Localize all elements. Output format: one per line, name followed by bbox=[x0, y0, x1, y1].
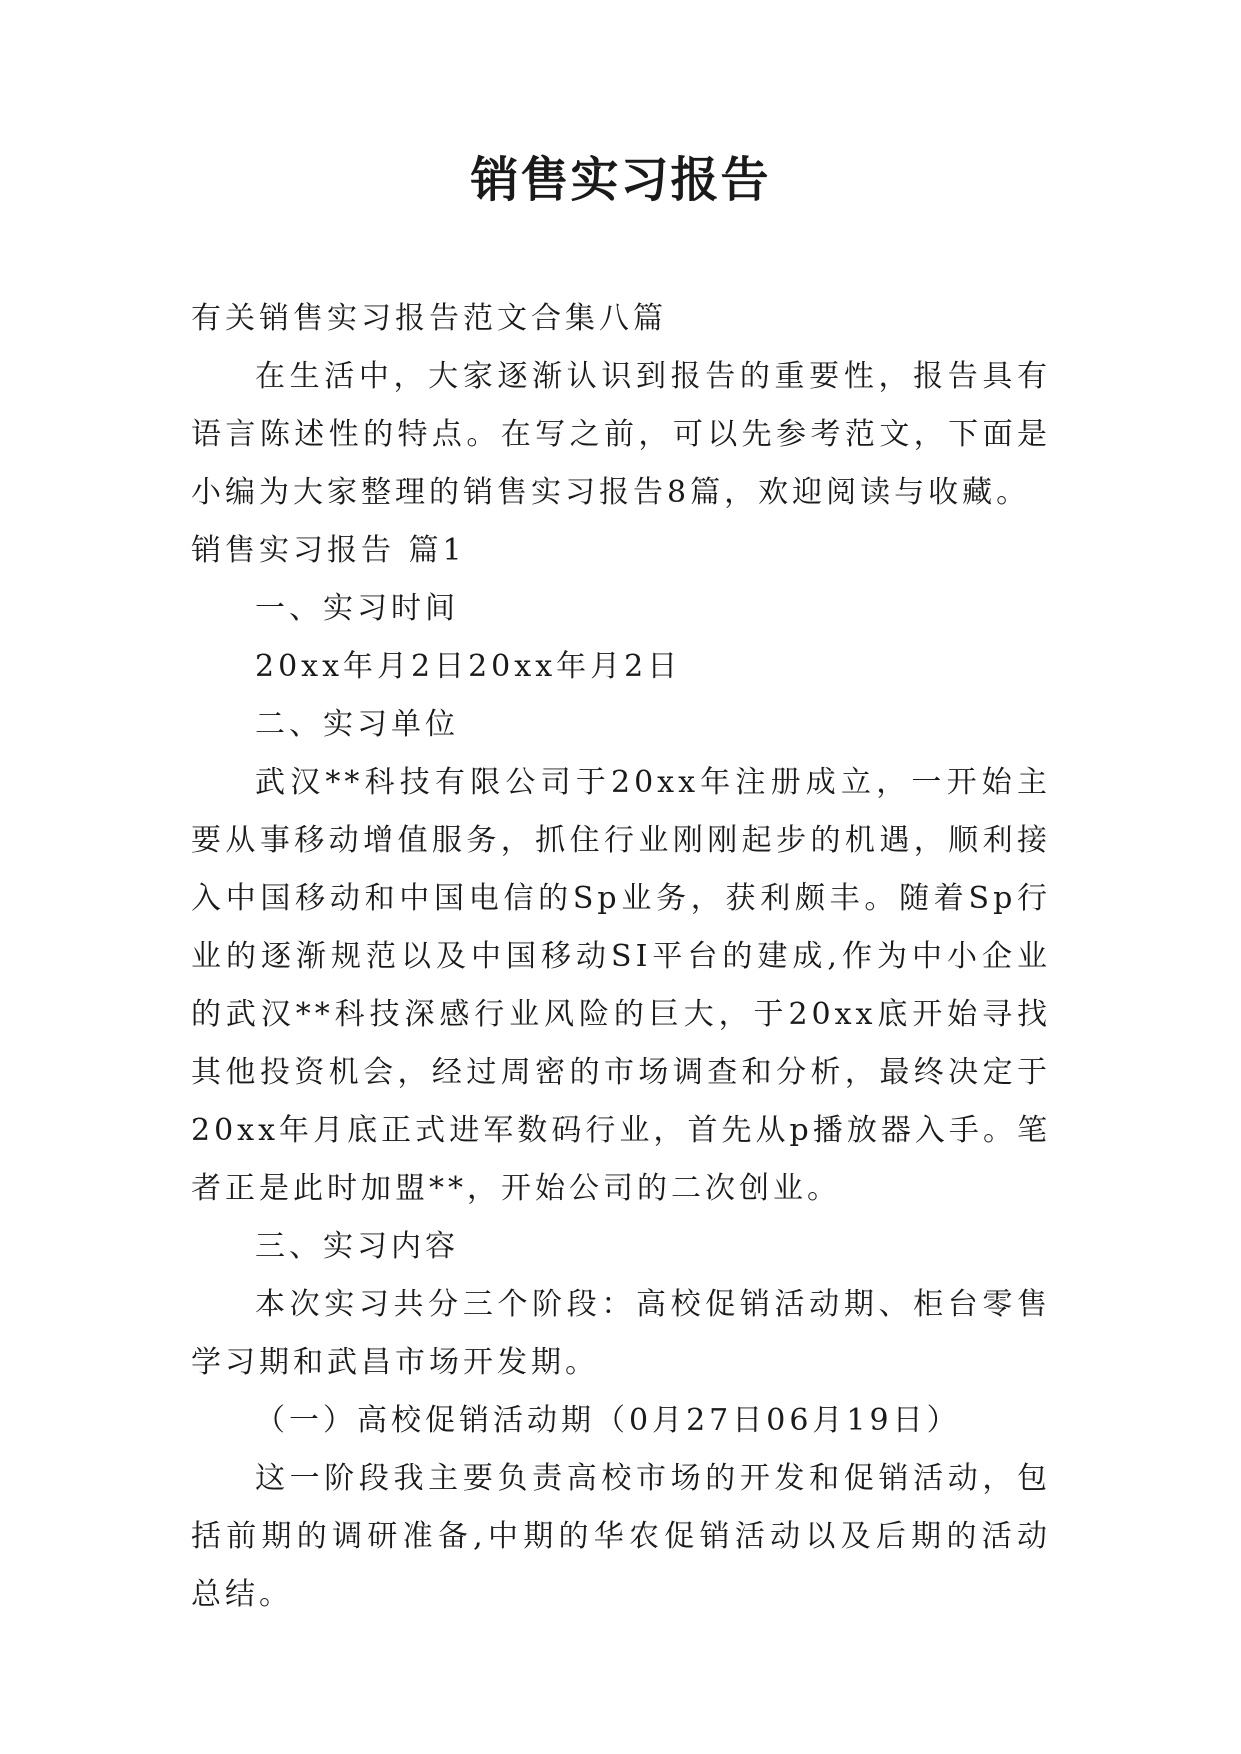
phase-one-heading: （一）高校促销活动期（0月27日06月19日） bbox=[255, 1403, 961, 1438]
heading-internship-content: 三、实习内容 bbox=[255, 1229, 459, 1264]
internship-time-value: 20xx年月2日20xx年月2日 bbox=[255, 649, 682, 684]
document-title: 销售实习报告 bbox=[470, 152, 771, 208]
heading-internship-unit: 二、实习单位 bbox=[255, 707, 459, 742]
heading-internship-time: 一、实习时间 bbox=[255, 591, 459, 626]
company-paragraph: 武汉**科技有限公司于20xx年注册成立，一开始主要从事移动增值服务，抓住行业刚刚起步的机遇，顺利接入中国移动和中国电信的Sp业务，获利颇丰。随着Sp行业的逐渐规范以及中国移动SI平台的建成,作为中小企业的武汉**科技深感行业风险的巨大，于20xx底开始寻找其他投资机会，经过周密的市场调查和分析，最终决定于20xx年月底正式进军数码行业，首先从p播放器入手。笔者正是此时加盟**，开始公司的二次创业。 bbox=[191, 765, 1051, 1206]
phase-one-paragraph: 这一阶段我主要负责高校市场的开发和促销活动，包括前期的调研准备,中期的华农促销活动以及后期的活动总结。 bbox=[191, 1461, 1051, 1612]
subtitle-paragraph: 有关销售实习报告范文合集八篇 bbox=[191, 301, 667, 336]
document-body bbox=[191, 290, 1051, 1624]
content-paragraph: 本次实习共分三个阶段：高校促销活动期、柜台零售学习期和武昌市场开发期。 bbox=[191, 1287, 1051, 1380]
intro-paragraph: 在生活中，大家逐渐认识到报告的重要性，报告具有语言陈述性的特点。在写之前，可以先参考范文，下面是小编为大家整理的销售实习报告8篇，欢迎阅读与收藏。 bbox=[191, 359, 1051, 510]
section-heading: 销售实习报告 篇1 bbox=[191, 533, 466, 568]
